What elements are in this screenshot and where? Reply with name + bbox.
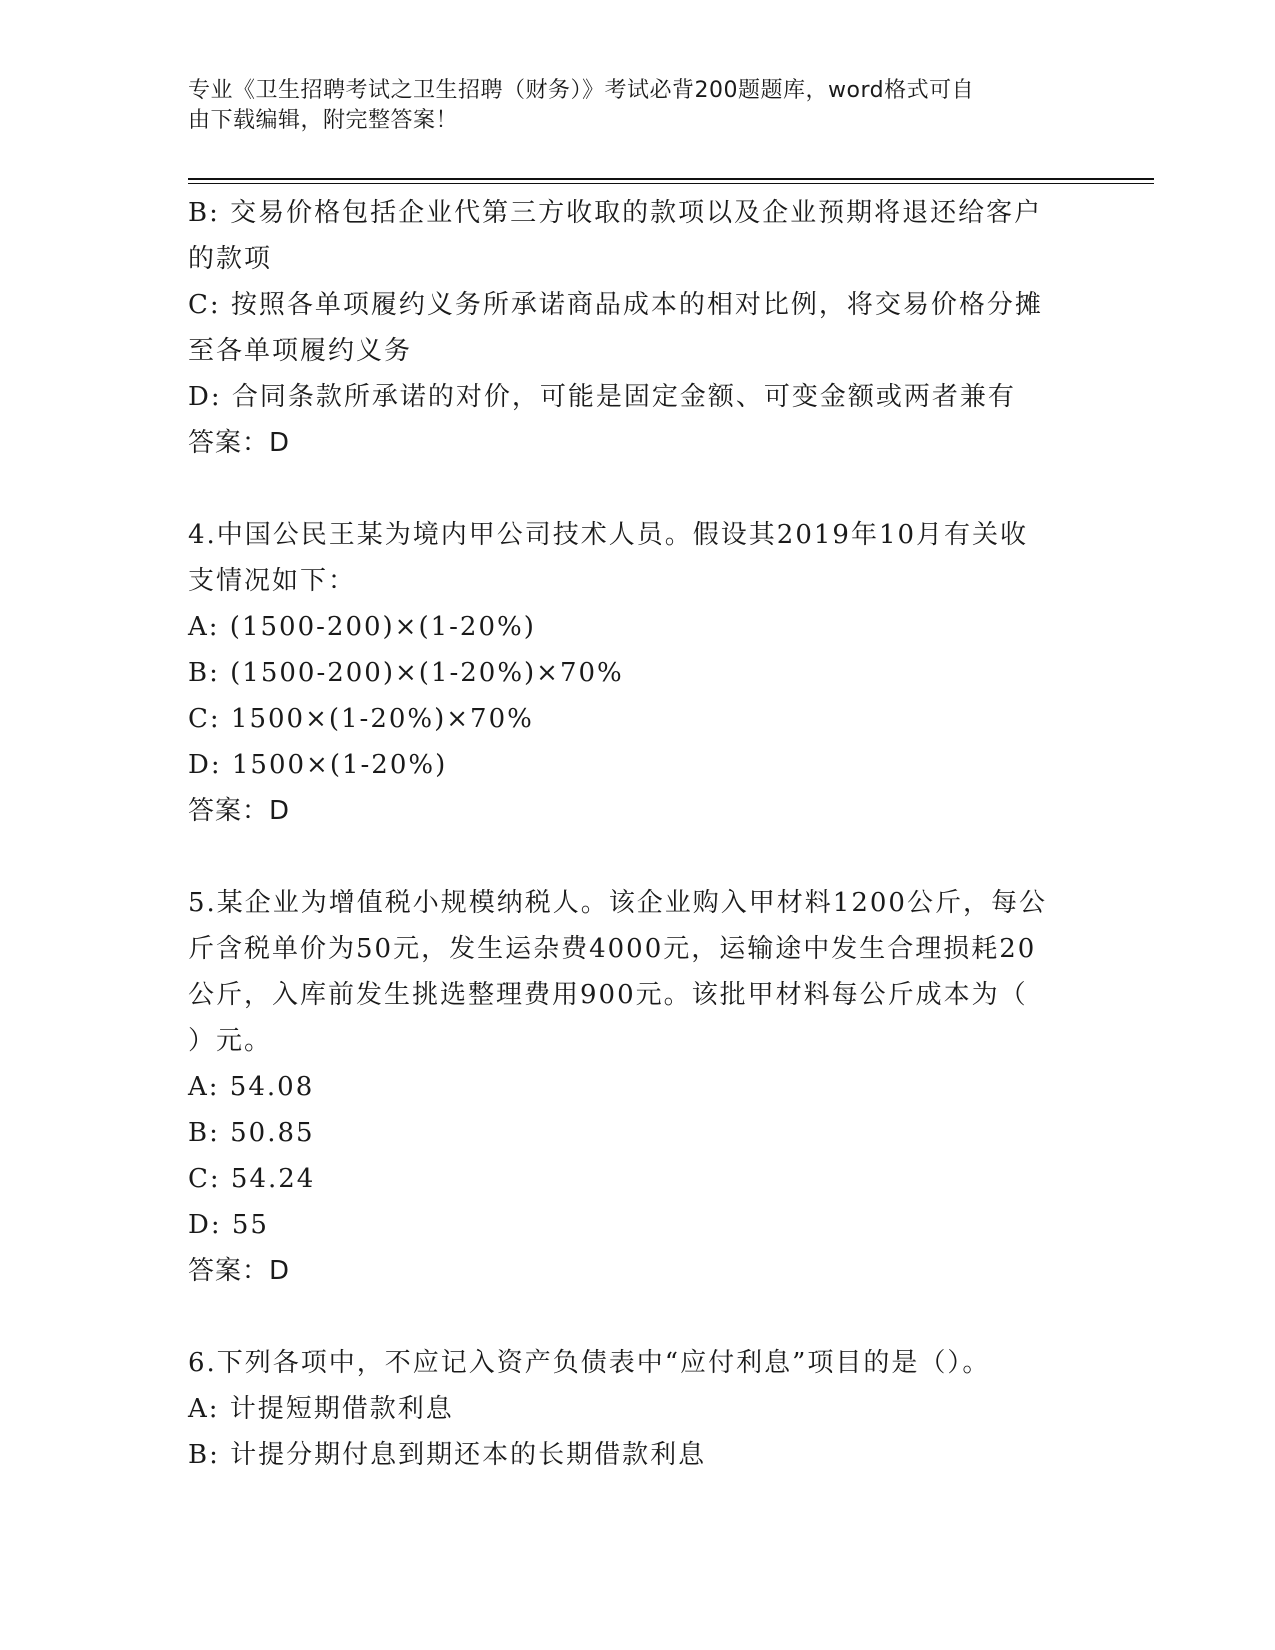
header-title-line-1: 专业《卫生招聘考试之卫生招聘（财务）》考试必背200题题库，word格式可自 [188, 78, 975, 103]
question-stem-line-2: 斤含税单价为50元，发生运杂费4000元，运输途中发生合理损耗20 [188, 934, 1037, 964]
answer: 答案：D [188, 796, 291, 826]
option-b: B: (1500-200)×(1-20%)×70% [188, 658, 624, 688]
option-d: D: 55 [188, 1210, 269, 1240]
answer: 答案：D [188, 1256, 291, 1286]
document-header [188, 76, 1068, 136]
question-stem-line-2: 支情况如下： [188, 566, 357, 596]
option-b: B: 50.85 [188, 1118, 315, 1148]
option-b: B: 计提分期付息到期还本的长期借款利息 [188, 1440, 707, 1470]
option-c: C: 54.24 [188, 1164, 316, 1194]
document-body [188, 190, 1068, 1478]
option-c-line-2: 至各单项履约义务 [188, 336, 413, 366]
option-b-line-1: B: 交易价格包括企业代第三方收取的款项以及企业预期将退还给客户 [188, 198, 1043, 228]
header-rule-thin [188, 183, 1154, 184]
question-4 [188, 512, 1068, 834]
question-5 [188, 880, 1068, 1294]
question-3-tail [188, 190, 1068, 466]
question-stem-line-4: ）元。 [188, 1026, 273, 1056]
option-a: A: (1500-200)×(1-20%) [188, 612, 536, 642]
header-rule-thick [188, 178, 1154, 180]
question-stem-line-1: 5.某企业为增值税小规模纳税人。该企业购入甲材料1200公斤，每公 [188, 888, 1047, 918]
question-stem-line-1: 6.下列各项中，不应记入资产负债表中“应付利息”项目的是（）。 [188, 1348, 991, 1378]
option-c: C: 1500×(1-20%)×70% [188, 704, 534, 734]
option-d: D: 1500×(1-20%) [188, 750, 448, 780]
option-d: D: 合同条款所承诺的对价，可能是固定金额、可变金额或两者兼有 [188, 382, 1016, 412]
option-c-line-1: C: 按照各单项履约义务所承诺商品成本的相对比例，将交易价格分摊 [188, 290, 1043, 320]
question-stem-line-3: 公斤，入库前发生挑选整理费用900元。该批甲材料每公斤成本为（ [188, 980, 1028, 1010]
header-title-line-2: 由下载编辑，附完整答案！ [188, 108, 459, 133]
option-b-line-2: 的款项 [188, 244, 273, 274]
question-stem-line-1: 4.中国公民王某为境内甲公司技术人员。假设其2019年10月有关收 [188, 520, 1029, 550]
option-a: A: 计提短期借款利息 [188, 1394, 454, 1424]
question-6 [188, 1340, 1068, 1478]
option-a: A: 54.08 [188, 1072, 315, 1102]
answer: 答案：D [188, 428, 291, 458]
